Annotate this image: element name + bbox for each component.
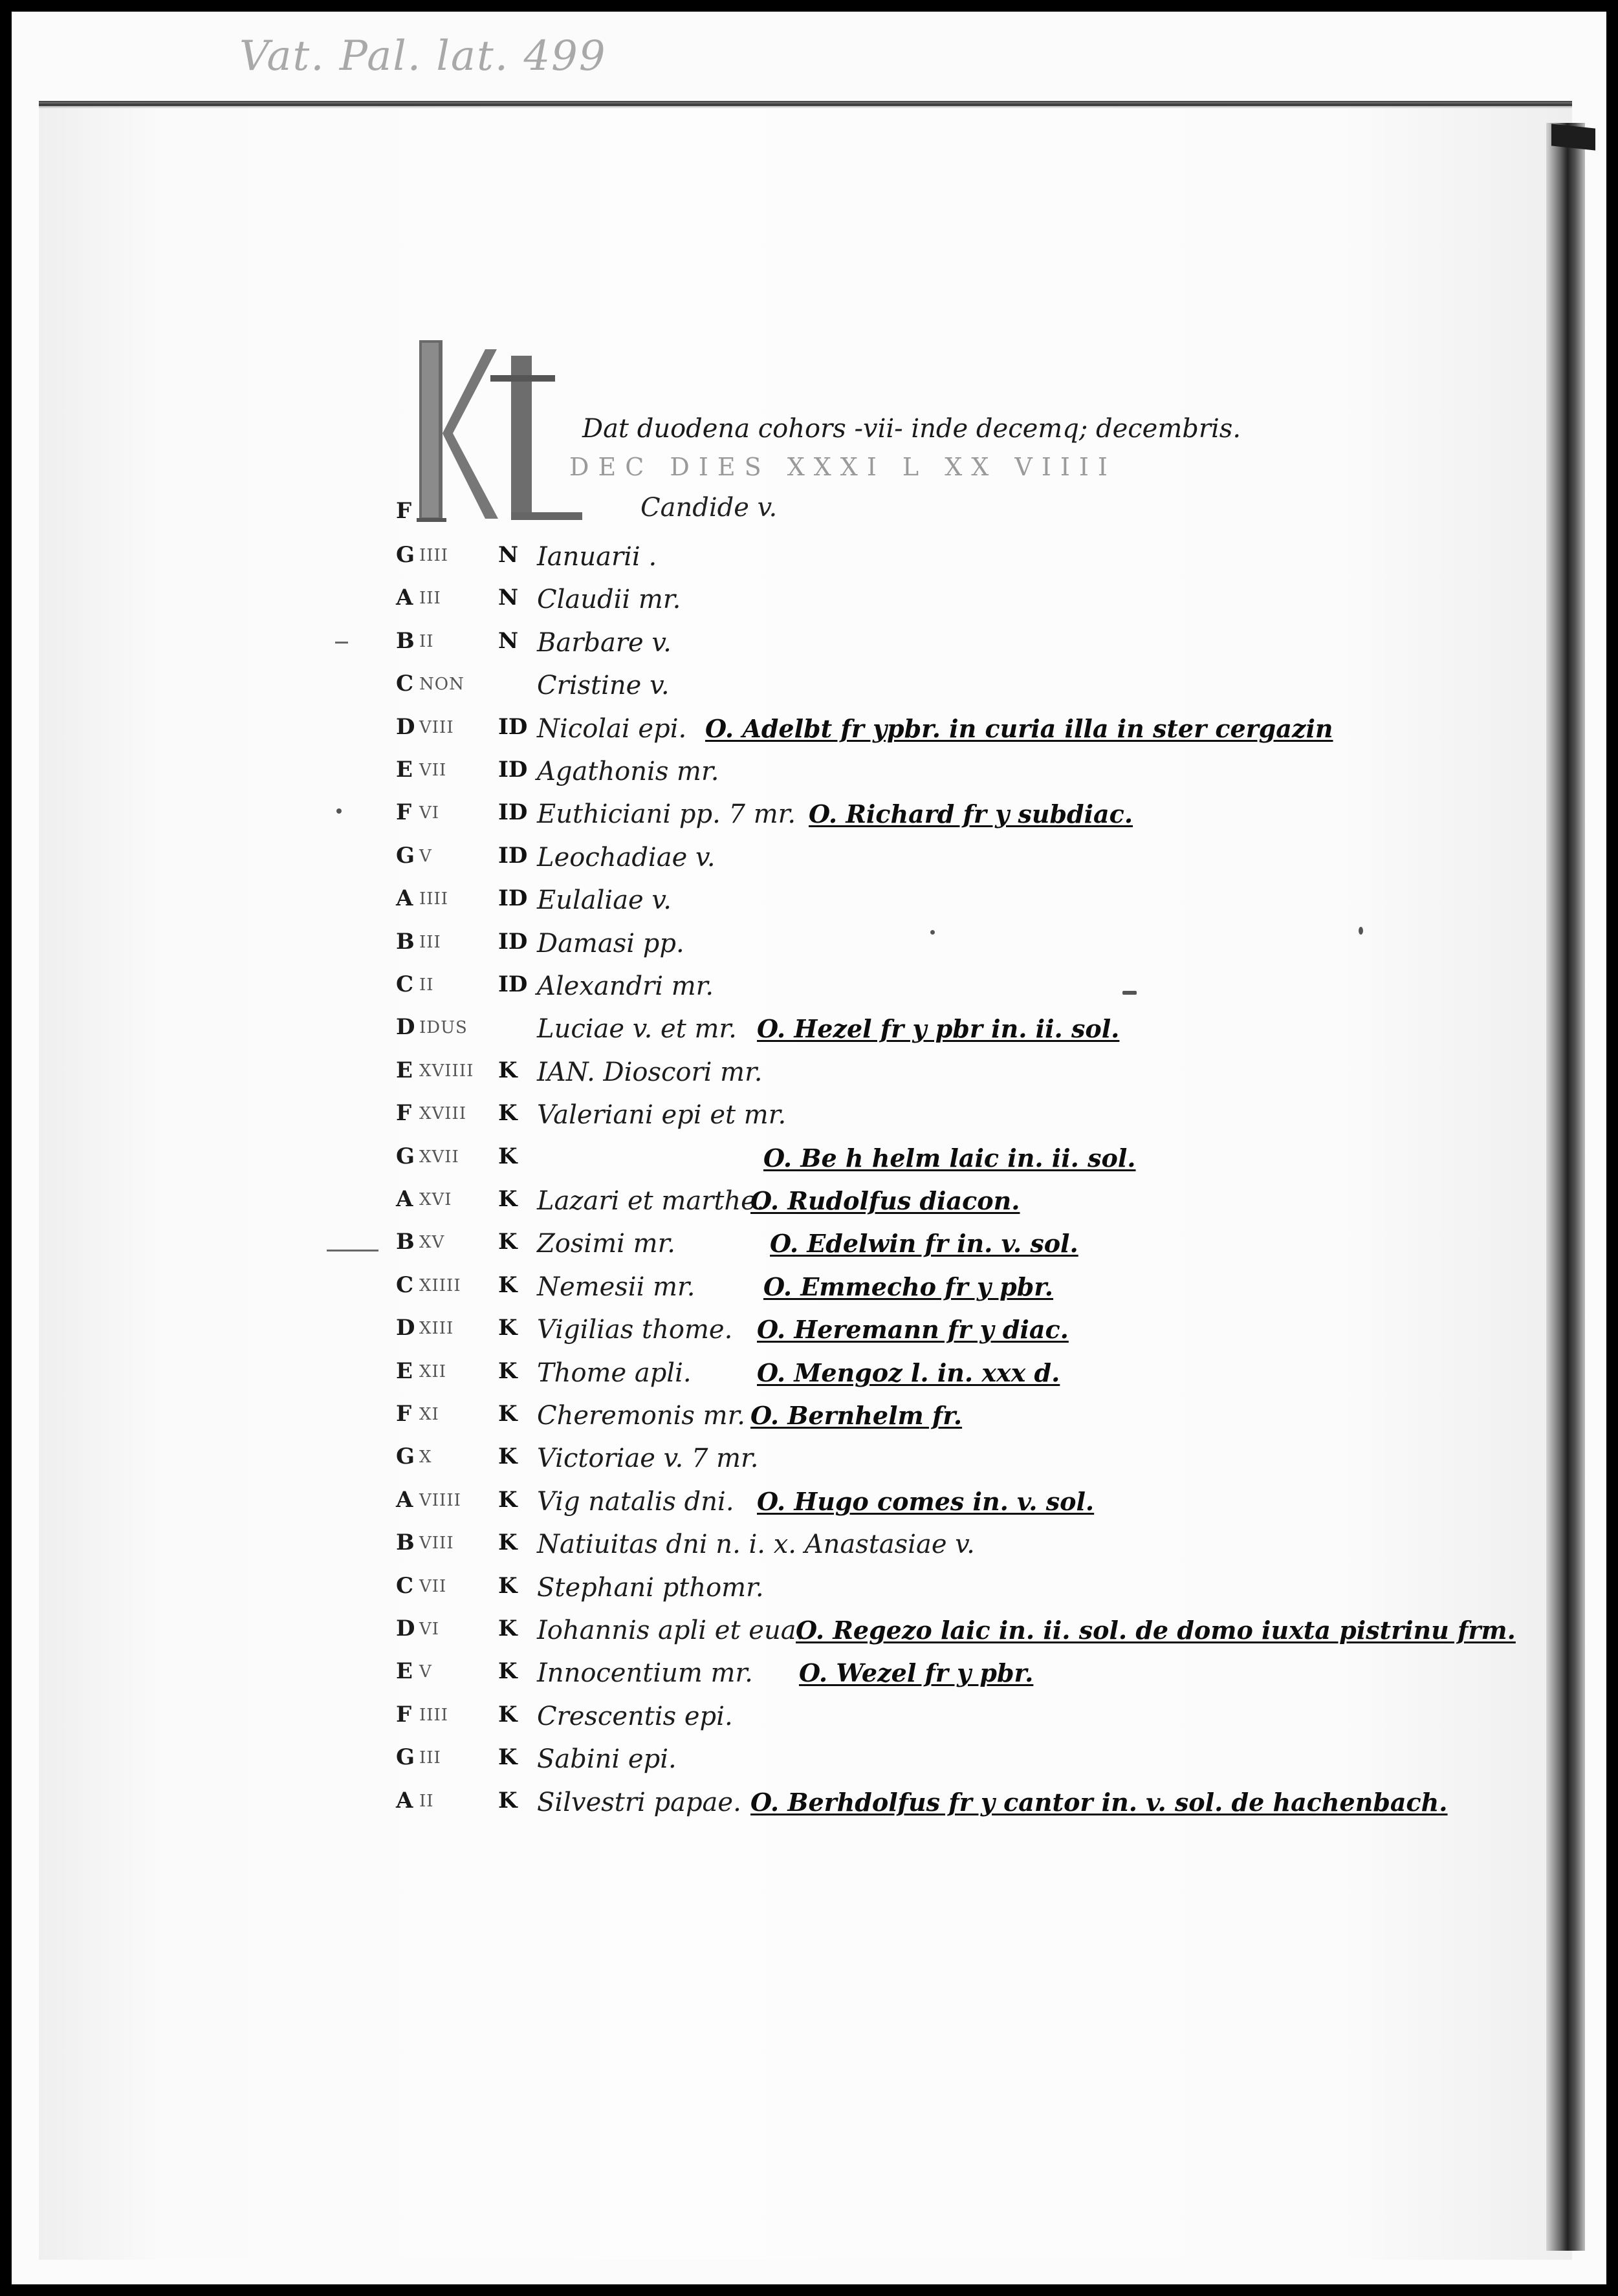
date-abbreviation: K xyxy=(498,1616,518,1641)
roman-day-number: VII xyxy=(419,761,447,780)
calendar-row xyxy=(0,714,1553,750)
calendar-row xyxy=(0,757,1553,793)
dominical-letter: C xyxy=(396,671,414,697)
roman-day-number: XVII xyxy=(419,1147,459,1167)
dominical-letter: G xyxy=(396,542,415,568)
roman-day-number: III xyxy=(419,589,441,608)
date-abbreviation: ID xyxy=(498,885,528,911)
roman-day-number: XI xyxy=(419,1405,439,1424)
calendar-row xyxy=(0,1401,1553,1437)
date-abbreviation: ID xyxy=(498,714,528,740)
feast-entry: Thome apli. xyxy=(537,1358,692,1388)
roman-day-number: IIII xyxy=(419,889,449,909)
roman-day-number: III xyxy=(419,1748,441,1768)
calendar-row xyxy=(0,1487,1553,1523)
date-abbreviation: K xyxy=(498,1186,518,1212)
feast-entry: Vig natalis dni. xyxy=(537,1487,734,1517)
dominical-letter: F xyxy=(396,498,412,524)
feast-entry: Agathonis mr. xyxy=(537,757,719,786)
dominical-letter: A xyxy=(396,1788,413,1814)
feast-entry: Alexandri mr. xyxy=(537,971,714,1001)
calendar-row xyxy=(0,1315,1553,1351)
calendar-row xyxy=(0,1444,1553,1480)
roman-day-number: XVIIII xyxy=(419,1061,474,1081)
feast-entry: Candide v. xyxy=(640,493,778,523)
roman-day-number: II xyxy=(419,632,434,651)
calendar-row xyxy=(0,1100,1553,1136)
shelfmark-annotation: Vat. Pal. lat. 499 xyxy=(239,32,607,80)
feast-entry: Leochadiae v. xyxy=(537,843,716,872)
feast-entry: Natiuitas dni n. i. x. Anastasiae v. xyxy=(537,1530,975,1559)
feast-entry: Crescentis epi. xyxy=(537,1702,733,1731)
obituary-entry: O. Emmecho fr y pbr. xyxy=(763,1272,1054,1301)
date-abbreviation: K xyxy=(498,1788,518,1814)
calendar-row xyxy=(0,1014,1553,1050)
calendar-row xyxy=(0,1186,1553,1222)
roman-day-number: XIIII xyxy=(419,1276,461,1295)
feast-entry: Vigilias thome. xyxy=(537,1315,733,1345)
feast-entry: Ianuarii . xyxy=(537,542,657,572)
calendar-row xyxy=(0,1530,1553,1566)
obituary-entry: O. Regezo laic in. ii. sol. de domo iuxta pistrinu frm. xyxy=(796,1616,1516,1645)
roman-day-number: VIII xyxy=(419,1533,454,1553)
dominical-letter: A xyxy=(396,1186,413,1212)
roman-day-number: VIIII xyxy=(419,1491,461,1510)
date-abbreviation: K xyxy=(498,1272,518,1298)
obituary-entry: O. Bernhelm fr. xyxy=(750,1401,963,1430)
calendar-row xyxy=(0,843,1553,879)
calendar-row xyxy=(0,1744,1553,1781)
feast-entry: Damasi pp. xyxy=(537,929,684,958)
calendar-row xyxy=(0,1658,1553,1695)
decorated-initial-kl xyxy=(414,336,595,530)
date-abbreviation: K xyxy=(498,1530,518,1555)
dominical-letter: G xyxy=(396,1744,415,1770)
feast-entry: Zosimi mr. xyxy=(537,1229,676,1259)
calendar-row xyxy=(0,1573,1553,1609)
roman-day-number: VII xyxy=(419,1577,447,1596)
date-abbreviation: ID xyxy=(498,757,528,783)
feast-entry: Innocentium mr. xyxy=(537,1658,753,1688)
calendar-row xyxy=(0,542,1553,578)
dominical-letter: E xyxy=(396,1057,413,1083)
dominical-letter: D xyxy=(396,714,415,740)
date-abbreviation: N xyxy=(498,542,519,568)
calendar-row xyxy=(0,1057,1553,1094)
calendar-row xyxy=(0,1702,1553,1738)
feast-entry: Sabini epi. xyxy=(537,1744,677,1774)
calendar-row xyxy=(0,1229,1553,1265)
dominical-letter: E xyxy=(396,757,413,783)
feast-entry: Nemesii mr. xyxy=(537,1272,695,1302)
date-abbreviation: K xyxy=(498,1658,518,1684)
obituary-entry: O. Edelwin fr in. v. sol. xyxy=(770,1229,1078,1258)
feast-entry: Victoriae v. 7 mr. xyxy=(537,1444,759,1473)
obituary-entry: O. Richard fr y subdiac. xyxy=(809,799,1133,829)
date-abbreviation: K xyxy=(498,1100,518,1126)
date-abbreviation: K xyxy=(498,1401,518,1427)
date-abbreviation: K xyxy=(498,1358,518,1384)
date-abbreviation: K xyxy=(498,1573,518,1599)
calendar-row xyxy=(0,799,1553,836)
dominical-letter: F xyxy=(396,799,412,825)
calendar-row xyxy=(0,671,1553,707)
feast-entry: Lazari et marthe. xyxy=(537,1186,765,1216)
feast-entry: Claudii mr. xyxy=(537,585,681,614)
roman-day-number: II xyxy=(419,1792,434,1811)
roman-day-number: XV xyxy=(419,1233,445,1252)
dominical-letter: B xyxy=(396,1530,415,1555)
date-abbreviation: ID xyxy=(498,799,528,825)
dominical-letter: C xyxy=(396,1272,414,1298)
obituary-entry: O. Hezel fr y pbr in. ii. sol. xyxy=(757,1014,1120,1043)
date-abbreviation: N xyxy=(498,585,519,611)
feast-entry: Luciae v. et mr. xyxy=(537,1014,737,1044)
roman-day-number: III xyxy=(419,933,441,952)
dominical-letter: G xyxy=(396,1143,415,1169)
dominical-letter: B xyxy=(396,1229,415,1255)
dominical-letter: F xyxy=(396,1702,412,1727)
roman-day-number: NON xyxy=(419,675,465,694)
roman-day-number: VI xyxy=(419,803,440,823)
feast-entry: Nicolai epi. xyxy=(537,714,687,744)
date-abbreviation: K xyxy=(498,1143,518,1169)
dominical-letter: E xyxy=(396,1358,413,1384)
calendar-row xyxy=(0,585,1553,621)
date-abbreviation: N xyxy=(498,628,519,654)
roman-day-number: XIII xyxy=(419,1319,454,1338)
date-abbreviation: K xyxy=(498,1444,518,1469)
calendar-heading-verse: Dat duodena cohors -vii- inde decemq; decembris. xyxy=(582,414,1241,444)
dominical-letter: G xyxy=(396,843,415,869)
calendar-subheading: DEC DIES XXXI L XX VIIII xyxy=(569,453,1117,481)
dominical-letter: D xyxy=(396,1014,415,1040)
dominical-letter: E xyxy=(396,1658,413,1684)
roman-day-number: VIII xyxy=(419,718,454,737)
dominical-letter: F xyxy=(396,1401,412,1427)
dominical-letter: C xyxy=(396,971,414,997)
roman-day-number: IDUS xyxy=(419,1018,468,1037)
page-top-edge xyxy=(39,101,1572,109)
calendar-row xyxy=(0,1616,1553,1652)
date-abbreviation: K xyxy=(498,1229,518,1255)
date-abbreviation: K xyxy=(498,1487,518,1513)
dominical-letter: B xyxy=(396,929,415,955)
roman-day-number: V xyxy=(419,847,432,866)
feast-entry: Barbare v. xyxy=(537,628,672,658)
obituary-entry: O. Mengoz l. in. xxx d. xyxy=(757,1358,1060,1387)
roman-day-number: IIII xyxy=(419,1706,449,1725)
date-abbreviation: K xyxy=(498,1744,518,1770)
calendar-row xyxy=(0,929,1553,965)
calendar-row xyxy=(0,1788,1553,1824)
feast-entry: Cristine v. xyxy=(537,671,670,700)
date-abbreviation: K xyxy=(498,1057,518,1083)
calendar-row xyxy=(0,1143,1553,1180)
roman-day-number: II xyxy=(419,975,434,995)
dominical-letter: F xyxy=(396,1100,412,1126)
obituary-entry: O. Be h helm laic in. ii. sol. xyxy=(763,1143,1136,1173)
feast-entry: Stephani pthomr. xyxy=(537,1573,764,1603)
obituary-entry: O. Hugo comes in. v. sol. xyxy=(757,1487,1095,1516)
calendar-row xyxy=(0,1272,1553,1308)
feast-entry: Eulaliae v. xyxy=(537,885,672,915)
feast-entry: IAN. Dioscori mr. xyxy=(537,1057,763,1087)
obituary-entry: O. Berhdolfus fr y cantor in. v. sol. de hachenbach. xyxy=(750,1788,1448,1817)
obituary-entry: O. Wezel fr y pbr. xyxy=(799,1658,1034,1687)
calendar-row xyxy=(0,1358,1553,1394)
date-abbreviation: K xyxy=(498,1315,518,1341)
obituary-entry: O. Rudolfus diacon. xyxy=(750,1186,1020,1215)
dominical-letter: A xyxy=(396,585,413,611)
obituary-entry: O. Adelbt fr ypbr. in curia illa in ster cergazin xyxy=(705,714,1333,743)
dominical-letter: C xyxy=(396,1573,414,1599)
feast-entry: Euthiciani pp. 7 mr. xyxy=(537,799,796,829)
calendar-row xyxy=(0,885,1553,922)
calendar-row xyxy=(0,628,1553,664)
spine-cap xyxy=(1551,124,1595,150)
date-abbreviation: ID xyxy=(498,929,528,955)
roman-day-number: XVIII xyxy=(419,1104,467,1123)
date-abbreviation: ID xyxy=(498,971,528,997)
feast-entry: Iohannis apli et eua. xyxy=(537,1616,805,1645)
roman-day-number: XII xyxy=(419,1362,447,1381)
feast-entry: Silvestri papae. xyxy=(537,1788,741,1817)
roman-day-number: IIII xyxy=(419,546,449,565)
calendar-row xyxy=(0,971,1553,1008)
date-abbreviation: ID xyxy=(498,843,528,869)
dominical-letter: G xyxy=(396,1444,415,1469)
date-abbreviation: K xyxy=(498,1702,518,1727)
feast-entry: Cheremonis mr. xyxy=(537,1401,746,1431)
obituary-entry: O. Heremann fr y diac. xyxy=(757,1315,1069,1344)
dominical-letter: D xyxy=(396,1315,415,1341)
roman-day-number: VI xyxy=(419,1619,440,1639)
dominical-letter: A xyxy=(396,1487,413,1513)
dominical-letter: D xyxy=(396,1616,415,1641)
dominical-letter: A xyxy=(396,885,413,911)
roman-day-number: XVI xyxy=(419,1190,452,1209)
feast-entry: Valeriani epi et mr. xyxy=(537,1100,787,1130)
dominical-letter: B xyxy=(396,628,415,654)
roman-day-number: X xyxy=(419,1447,432,1467)
roman-day-number: V xyxy=(419,1662,432,1682)
